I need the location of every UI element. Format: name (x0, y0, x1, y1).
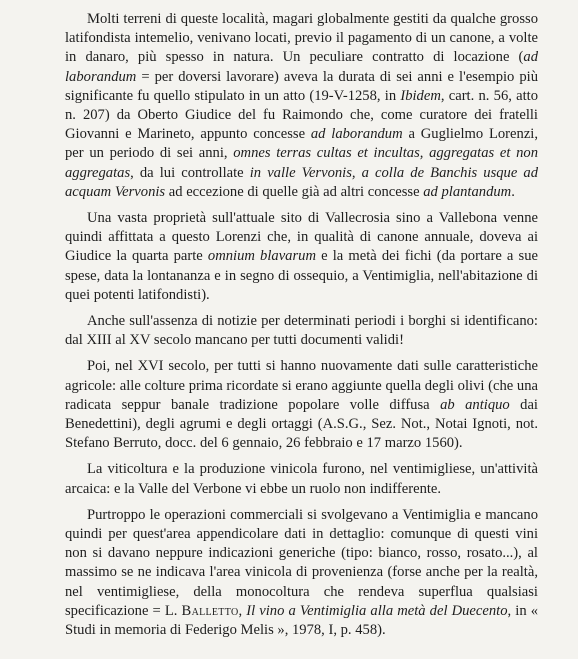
italic-span: ad laborandum (65, 49, 538, 85)
smallcaps-span: Balletto (181, 602, 239, 619)
paragraph-1 (65, 10, 538, 202)
text-span: = per doversi lavorare) aveva la durata di sei anni e l'esempio più significante fu quello stipulato in un atto (19-V-1258, in (65, 68, 538, 104)
paragraph-3 (65, 312, 538, 350)
text-span: ad eccezione di quelle già ad altri concesse (165, 183, 424, 200)
paragraph-6 (65, 506, 538, 640)
text-span: Molti terreni di queste località, magari globalmente gestiti da qualche grosso latifondista intemelio, venivano locati, previo il pagamento di un canone, a volte in danaro, più spesso in natura. Un peculiare contratto di locazione ( (65, 11, 538, 66)
text-span: Anche sull'assenza di notizie per determinati periodi i borghi si identificano: dal XIII al XV secolo mancano per tutti documenti validi! (65, 313, 538, 349)
text-span: Purtroppo le operazioni commerciali si svolgevano a Ventimiglia e mancano quindi per quest'area appendicolare dati in dettaglio: comunque di questi vini non si davano neppure indicazioni generiche (tipo: bianco, rosso, rosato...), al massimo se ne indicava l'area vinicola di provenienza (forse anche per la realtà, nel ventimigliese, della monocoltura che rendeva superflua qualsiasi specificazione = L. (65, 506, 538, 619)
italic-span: ad laborandum (310, 126, 403, 143)
text-span: Poi, nel XVI secolo, per tutti si hanno nuovamente dati sulle caratteristiche agricole: alle colture prima ricordate si erano aggiunte quella degli olivi (che una radicata seppur banale tradizione popolare volle diffusa (65, 358, 538, 413)
text-span: , (238, 602, 247, 619)
text-span: a Guglielmo Lorenzi, per un periodo di sei anni, (65, 126, 539, 162)
italic-span: omnes terras cultas et incultas, aggregatas et non aggregatas (65, 145, 538, 181)
italic-span: Il vino a Ventimiglia alla metà del Duecento (246, 602, 508, 619)
body-text (65, 10, 538, 640)
paragraph-2 (65, 209, 538, 305)
italic-span: ab antiquo (440, 396, 510, 413)
paragraph-4 (65, 357, 538, 453)
paragraph-5 (65, 460, 538, 498)
italic-span: omnium blavarum (207, 248, 316, 265)
text-span: , in « Studi in memoria di Federigo Melis », 1978, I, p. 458). (65, 602, 539, 639)
text-span: La viticoltura e la produzione vinicola furono, nel ventimigliese, un'attività arcaica: e la Valle del Verbone vi ebbe un ruolo non indifferente. (65, 461, 538, 497)
text-span: e la metà dei fichi (da portare a sue spese, data la lontananza e in segno di ossequio, a Ventimiglia, nell'abitazione di quei potenti latifondisti). (65, 248, 538, 303)
text-span: Una vasta proprietà sull'attuale sito di Vallecrosia sino a Vallebona venne quindi affittata a questo Lorenzi che, in qualità di canone annuale, doveva ai Giudice la quarta parte (65, 210, 538, 265)
italic-span: Ibidem (400, 87, 441, 104)
italic-span: ad plantandum (423, 183, 512, 200)
text-span: dai Benedettini), degli agrumi e degli ortaggi (A.S.G., Sez. Not., Notai Ignoti, not. Stefano Berruto, docc. del 6 gennaio, 26 febbraio e 17 marzo 1560). (65, 396, 538, 452)
text-span: . (511, 183, 515, 200)
text-span: , cart. n. 56, atto n. 207) da Oberto Giudice del fu Raimondo che, come curatore dei fratelli Giovanni e Marineto, appunto concesse (65, 87, 538, 143)
text-span: , da lui controllate (130, 164, 250, 181)
italic-span: in valle Vervonis, a colla de Banchis usque ad acquam Vervonis (65, 164, 539, 200)
